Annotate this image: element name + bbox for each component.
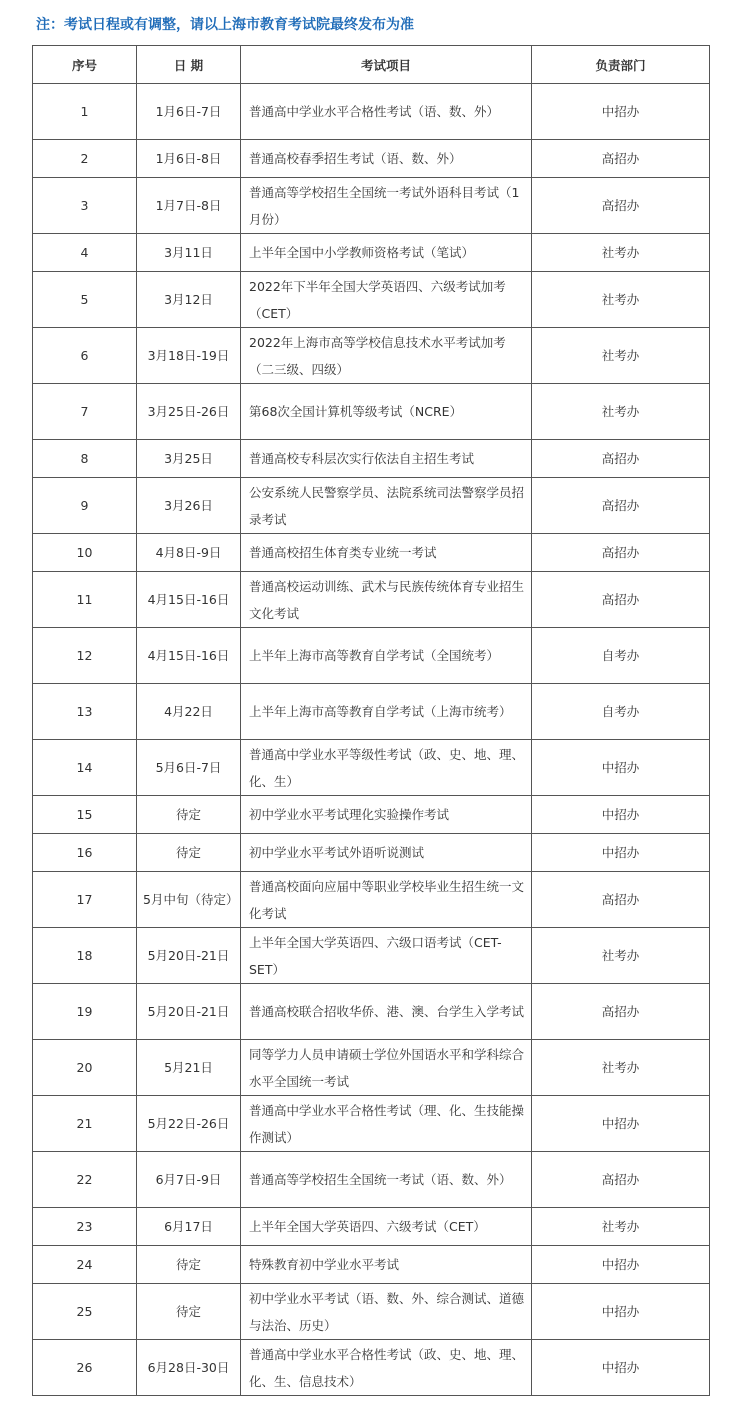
row-subject: 普通高校招生体育类专业统一考试 [241, 534, 532, 572]
row-subject: 普通高中学业水平等级性考试（政、史、地、理、化、生） [241, 740, 532, 796]
row-subject: 普通高等学校招生全国统一考试外语科目考试（1月份） [241, 178, 532, 234]
row-subject: 特殊教育初中学业水平考试 [241, 1246, 532, 1284]
row-department: 中招办 [532, 1340, 710, 1396]
row-number: 5 [33, 272, 137, 328]
row-number: 13 [33, 684, 137, 740]
row-date: 4月15日-16日 [137, 628, 241, 684]
row-date: 4月22日 [137, 684, 241, 740]
row-department: 社考办 [532, 1040, 710, 1096]
row-subject: 上半年上海市高等教育自学考试（全国统考） [241, 628, 532, 684]
row-subject: 初中学业水平考试（语、数、外、综合测试、道德与法治、历史） [241, 1284, 532, 1340]
row-number: 12 [33, 628, 137, 684]
row-department: 中招办 [532, 1246, 710, 1284]
row-subject: 初中学业水平考试理化实验操作考试 [241, 796, 532, 834]
row-date: 1月6日-8日 [137, 140, 241, 178]
header-subject: 考试项目 [241, 46, 532, 84]
row-subject: 普通高等学校招生全国统一考试（语、数、外） [241, 1152, 532, 1208]
row-date: 5月20日-21日 [137, 984, 241, 1040]
row-number: 18 [33, 928, 137, 984]
row-department: 高招办 [532, 440, 710, 478]
table-row [33, 1040, 710, 1096]
schedule-note: 注：考试日程或有调整，请以上海市教育考试院最终发布为准 [36, 17, 414, 33]
row-department: 自考办 [532, 628, 710, 684]
row-department: 中招办 [532, 84, 710, 140]
row-department: 社考办 [532, 234, 710, 272]
row-date: 1月6日-7日 [137, 84, 241, 140]
row-date: 待定 [137, 796, 241, 834]
table-header-row [33, 46, 710, 84]
row-number: 16 [33, 834, 137, 872]
table-row [33, 384, 710, 440]
row-department: 社考办 [532, 384, 710, 440]
row-department: 高招办 [532, 984, 710, 1040]
table-row [33, 1208, 710, 1246]
row-department: 社考办 [532, 1208, 710, 1246]
row-department: 高招办 [532, 872, 710, 928]
row-number: 22 [33, 1152, 137, 1208]
row-date: 待定 [137, 1284, 241, 1340]
row-number: 6 [33, 328, 137, 384]
row-subject: 普通高校面向应届中等职业学校毕业生招生统一文化考试 [241, 872, 532, 928]
row-number: 23 [33, 1208, 137, 1246]
row-number: 17 [33, 872, 137, 928]
header-date: 日 期 [137, 46, 241, 84]
row-subject: 普通高校运动训练、武术与民族传统体育专业招生文化考试 [241, 572, 532, 628]
row-number: 14 [33, 740, 137, 796]
row-department: 高招办 [532, 572, 710, 628]
row-number: 11 [33, 572, 137, 628]
row-date: 5月22日-26日 [137, 1096, 241, 1152]
table-row [33, 928, 710, 984]
row-number: 2 [33, 140, 137, 178]
table-row [33, 478, 710, 534]
table-row [33, 796, 710, 834]
table-row [33, 684, 710, 740]
row-subject: 普通高中学业水平合格性考试（语、数、外） [241, 84, 532, 140]
table-row [33, 1340, 710, 1396]
table-row [33, 834, 710, 872]
row-department: 高招办 [532, 534, 710, 572]
row-subject: 普通高校联合招收华侨、港、澳、台学生入学考试 [241, 984, 532, 1040]
row-date: 3月12日 [137, 272, 241, 328]
row-department: 中招办 [532, 1096, 710, 1152]
table-row [33, 1152, 710, 1208]
row-number: 19 [33, 984, 137, 1040]
row-number: 4 [33, 234, 137, 272]
row-number: 21 [33, 1096, 137, 1152]
table-row [33, 1096, 710, 1152]
row-number: 24 [33, 1246, 137, 1284]
row-subject: 上半年全国大学英语四、六级考试（CET） [241, 1208, 532, 1246]
row-number: 3 [33, 178, 137, 234]
row-date: 待定 [137, 834, 241, 872]
table-row [33, 984, 710, 1040]
row-subject: 公安系统人民警察学员、法院系统司法警察学员招录考试 [241, 478, 532, 534]
row-department: 高招办 [532, 478, 710, 534]
row-department: 中招办 [532, 1284, 710, 1340]
row-department: 中招办 [532, 796, 710, 834]
table-row [33, 84, 710, 140]
row-subject: 初中学业水平考试外语听说测试 [241, 834, 532, 872]
table-row [33, 1284, 710, 1340]
table-row [33, 1246, 710, 1284]
row-date: 5月中旬（待定） [137, 872, 241, 928]
table-row [33, 140, 710, 178]
row-number: 8 [33, 440, 137, 478]
row-department: 自考办 [532, 684, 710, 740]
row-subject: 2022年下半年全国大学英语四、六级考试加考（CET） [241, 272, 532, 328]
row-number: 26 [33, 1340, 137, 1396]
row-date: 6月17日 [137, 1208, 241, 1246]
row-number: 9 [33, 478, 137, 534]
table-row [33, 328, 710, 384]
row-subject: 上半年上海市高等教育自学考试（上海市统考） [241, 684, 532, 740]
row-date: 4月15日-16日 [137, 572, 241, 628]
row-date: 3月25日 [137, 440, 241, 478]
row-date: 3月11日 [137, 234, 241, 272]
row-subject: 2022年上海市高等学校信息技术水平考试加考（二三级、四级） [241, 328, 532, 384]
row-number: 1 [33, 84, 137, 140]
row-department: 社考办 [532, 328, 710, 384]
row-date: 待定 [137, 1246, 241, 1284]
header-number: 序号 [33, 46, 137, 84]
table-row [33, 440, 710, 478]
row-subject: 同等学力人员申请硕士学位外国语水平和学科综合水平全国统一考试 [241, 1040, 532, 1096]
row-date: 1月7日-8日 [137, 178, 241, 234]
table-row [33, 178, 710, 234]
row-number: 15 [33, 796, 137, 834]
row-department: 社考办 [532, 928, 710, 984]
table-row [33, 740, 710, 796]
row-date: 5月21日 [137, 1040, 241, 1096]
table-row [33, 872, 710, 928]
row-number: 20 [33, 1040, 137, 1096]
table-row [33, 534, 710, 572]
table-body [33, 84, 710, 1396]
row-date: 3月25日-26日 [137, 384, 241, 440]
row-subject: 上半年全国大学英语四、六级口语考试（CET-SET） [241, 928, 532, 984]
row-date: 3月26日 [137, 478, 241, 534]
row-number: 10 [33, 534, 137, 572]
row-department: 高招办 [532, 140, 710, 178]
header-department: 负责部门 [532, 46, 710, 84]
row-number: 7 [33, 384, 137, 440]
table-row [33, 272, 710, 328]
row-date: 6月7日-9日 [137, 1152, 241, 1208]
table-row [33, 234, 710, 272]
row-subject: 普通高校专科层次实行依法自主招生考试 [241, 440, 532, 478]
row-department: 中招办 [532, 834, 710, 872]
row-department: 高招办 [532, 178, 710, 234]
row-subject: 普通高中学业水平合格性考试（政、史、地、理、化、生、信息技术） [241, 1340, 532, 1396]
row-number: 25 [33, 1284, 137, 1340]
row-department: 社考办 [532, 272, 710, 328]
table-row [33, 628, 710, 684]
row-department: 高招办 [532, 1152, 710, 1208]
row-date: 5月6日-7日 [137, 740, 241, 796]
exam-schedule-table [32, 45, 710, 1396]
row-department: 中招办 [532, 740, 710, 796]
row-subject: 普通高中学业水平合格性考试（理、化、生技能操作测试） [241, 1096, 532, 1152]
row-date: 6月28日-30日 [137, 1340, 241, 1396]
row-date: 3月18日-19日 [137, 328, 241, 384]
table-row [33, 572, 710, 628]
row-subject: 普通高校春季招生考试（语、数、外） [241, 140, 532, 178]
row-subject: 第68次全国计算机等级考试（NCRE） [241, 384, 532, 440]
row-date: 4月8日-9日 [137, 534, 241, 572]
row-date: 5月20日-21日 [137, 928, 241, 984]
row-subject: 上半年全国中小学教师资格考试（笔试） [241, 234, 532, 272]
